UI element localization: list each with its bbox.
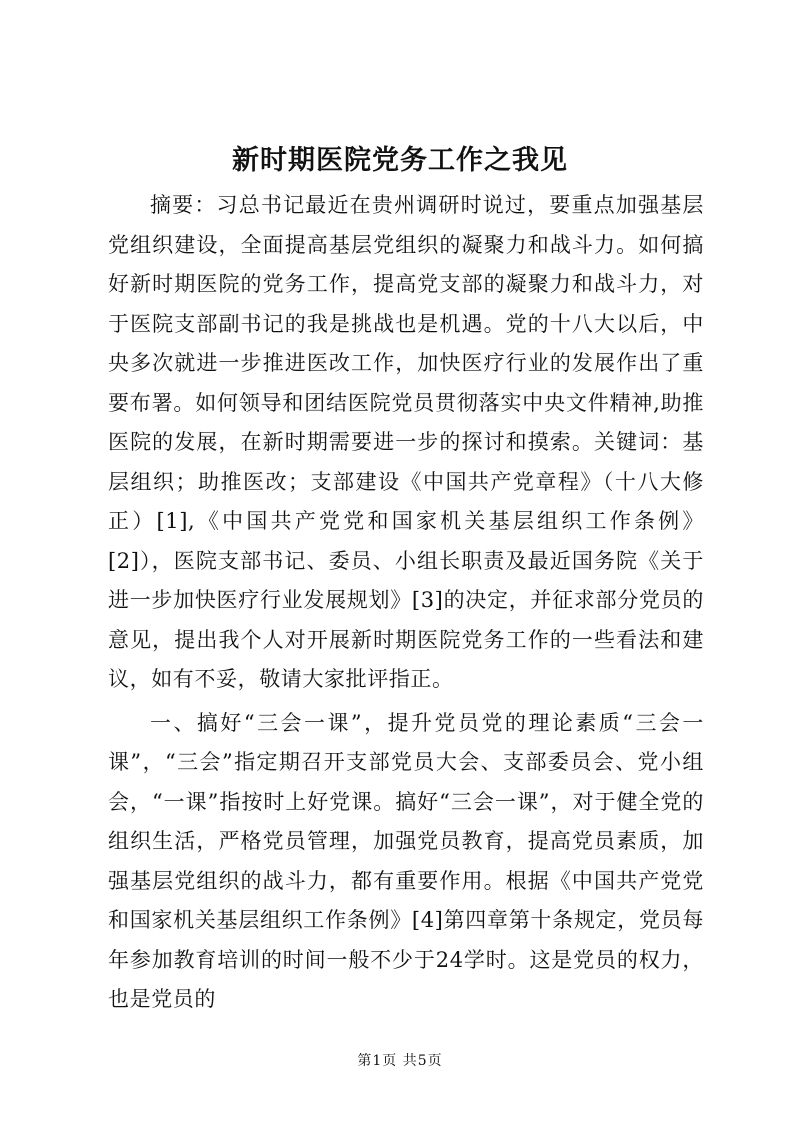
abstract-paragraph: 摘要：习总书记最近在贵州调研时说过，要重点加强基层党组织建设，全面提高基层党组织的凝聚力和战斗力。如何搞好新时期医院的党务工作，提高党支部的凝聚力和战斗力，对于医院支部副书记的我是挑战也是机遇。党的十八大以后，中央多次就进一步推进医改工作，加快医疗行业的发展作出了重要布署。如何领导和团结医院党员贯彻落实中央文件精神,助推医院的发展，在新时期需要进一步的探讨和摸索。关键词：基层组织；助推医改；支部建设《中国共产党章程》（十八大修正）[1],《中国共产党党和国家机关基层组织工作条例》[2]），医院支部书记、委员、小组长职责及最近国务院《关于进一步加快医疗行业发展规划》[3]的决定，并征求部分党员的意见，提出我个人对开展新时期医院党务工作的一些看法和建议，如有不妥，敬请大家批评指正。 (108, 193, 704, 691)
document-title: 新时期医院党务工作之我见 (232, 145, 568, 176)
section-one-paragraph: 一、搞好“三会一课”，提升党员党的理论素质“三会一课”，“三会”指定期召开支部党员大会、支部委员会、党小组会，“一课”指按时上好党课。搞好“三会一课”，对于健全党的组织生活，严格党员管理，加强党员教育，提高党员素质，加强基层党组织的战斗力，都有重要作用。根据《中国共产党党和国家机关基层组织工作条例》[4]第四章第十条规定，党员每年参加教育培训的时间一般不少于24学时。这是党员的权力，也是党员的 (108, 710, 704, 1011)
document-body (108, 186, 704, 1024)
page-number-footer: 第1页 共5页 (357, 1053, 443, 1069)
